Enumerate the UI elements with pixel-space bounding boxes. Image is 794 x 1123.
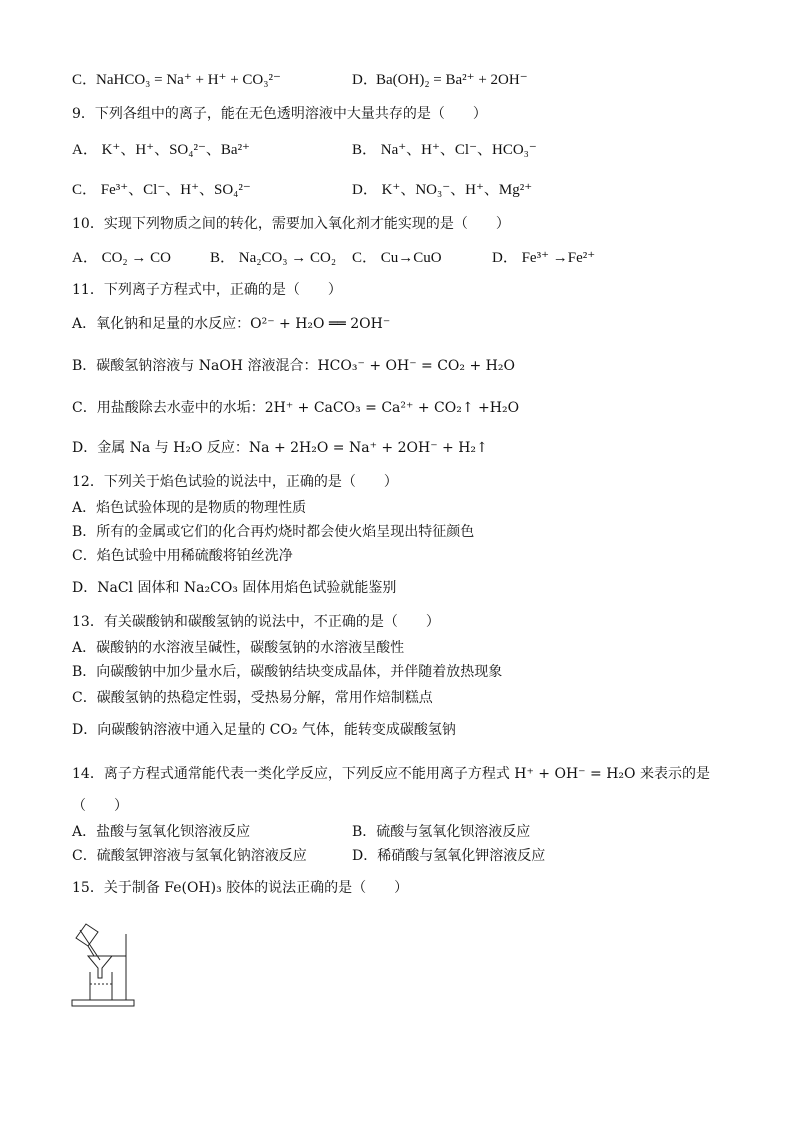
q10-option-c: C． Cu→CuO xyxy=(352,250,442,266)
q12-option-b: B．所有的金属或它们的化合再灼烧时都会使火焰呈现出特征颜色 xyxy=(72,524,475,540)
q10-option-b: B． Na₂CO₃ → CO₂ xyxy=(210,250,337,266)
q12-option-a: A．焰色试验体现的是物质的物理性质 xyxy=(72,500,307,516)
q13-option-b: B．向碳酸钠中加少量水后，碳酸钠结块变成晶体，并伴随着放热现象 xyxy=(72,664,503,680)
q10-option-d: D． Fe³⁺ →Fe²⁺ xyxy=(492,250,596,266)
q13-stem: 13．有关碳酸钠和碳酸氢钠的说法中，不正确的是（ ） xyxy=(72,614,440,630)
q12-option-d: D．NaCl 固体和 Na₂CO₃ 固体用焰色试验就能鉴别 xyxy=(72,580,397,596)
q11-option-a: A．氧化钠和足量的水反应：O²⁻ + H₂O ══ 2OH⁻ xyxy=(72,316,391,332)
q12-option-c: C．焰色试验中用稀硫酸将铂丝洗净 xyxy=(72,548,293,564)
q8-option-d-formula: Ba(OH)₂ = Ba²⁺ + 2OH⁻ xyxy=(376,72,528,88)
q9-option-d: D． K⁺、NO₃⁻、H⁺、Mg²⁺ xyxy=(352,182,533,198)
q13-option-a: A．碳酸钠的水溶液呈碱性，碳酸氢钠的水溶液呈酸性 xyxy=(72,640,405,656)
q9-option-a: A． K⁺、H⁺、SO₄²⁻、Ba²⁺ xyxy=(72,142,250,158)
q9-stem: 9．下列各组中的离子，能在无色透明溶液中大量共存的是（ ） xyxy=(72,106,487,122)
apparatus-figure xyxy=(70,920,140,1010)
pouring-beaker xyxy=(76,924,98,946)
q9-option-b: B． Na⁺、H⁺、Cl⁻、HCO₃⁻ xyxy=(352,142,537,158)
q14-option-d: D．稀硝酸与氢氧化钾溶液反应 xyxy=(352,848,546,864)
stand-base xyxy=(72,1000,134,1006)
q8-option-c-formula: NaHCO₃ = Na⁺ + H⁺ + CO₃²⁻ xyxy=(96,72,281,88)
q10-stem: 10．实现下列物质之间的转化，需要加入氧化剂才能实现的是（ ） xyxy=(72,216,510,232)
q13-option-c: C．碳酸氢钠的热稳定性弱，受热易分解，常用作焙制糕点 xyxy=(72,690,433,706)
q11-option-c: C．用盐酸除去水壶中的水垢：2H⁺ + CaCO₃ = Ca²⁺ + CO₂↑ +H₂O xyxy=(72,400,520,416)
q11-option-b: B．碳酸氢钠溶液与 NaOH 溶液混合：HCO₃⁻ + OH⁻ = CO₂ + H₂O xyxy=(72,358,515,374)
q14-option-a: A．盐酸与氢氧化钡溶液反应 xyxy=(72,824,251,840)
beaker xyxy=(90,972,112,1000)
q15-stem: 15．关于制备 Fe(OH)₃ 胶体的说法正确的是（ ） xyxy=(72,880,409,896)
q10-option-a: A． CO₂ → CO xyxy=(72,250,171,266)
q8-option-c: C． xyxy=(72,72,98,88)
q14-option-c: C．硫酸氢钾溶液与氢氧化钠溶液反应 xyxy=(72,848,307,864)
q14-option-b: B．硫酸与氢氧化钡溶液反应 xyxy=(352,824,531,840)
q13-option-d: D．向碳酸钠溶液中通入足量的 CO₂ 气体，能转变成碳酸氢钠 xyxy=(72,722,456,738)
q12-stem: 12．下列关于焰色试验的说法中，正确的是（ ） xyxy=(72,474,398,490)
pour-stream xyxy=(88,946,94,956)
q14-stem: 14．离子方程式通常能代表一类化学反应，下列反应不能用离子方程式 H⁺ + OH⁻ = H₂O 来表示的是 xyxy=(72,766,710,782)
q11-option-d: D．金属 Na 与 H₂O 反应：Na + 2H₂O = Na⁺ + 2OH⁻ + H₂↑ xyxy=(72,440,488,456)
q14-answer-paren: （ ） xyxy=(72,798,128,814)
q8-option-d: D． xyxy=(352,72,378,88)
q11-stem: 11．下列离子方程式中，正确的是（ ） xyxy=(72,282,342,298)
q9-option-c: C． Fe³⁺、Cl⁻、H⁺、SO₄²⁻ xyxy=(72,182,251,198)
